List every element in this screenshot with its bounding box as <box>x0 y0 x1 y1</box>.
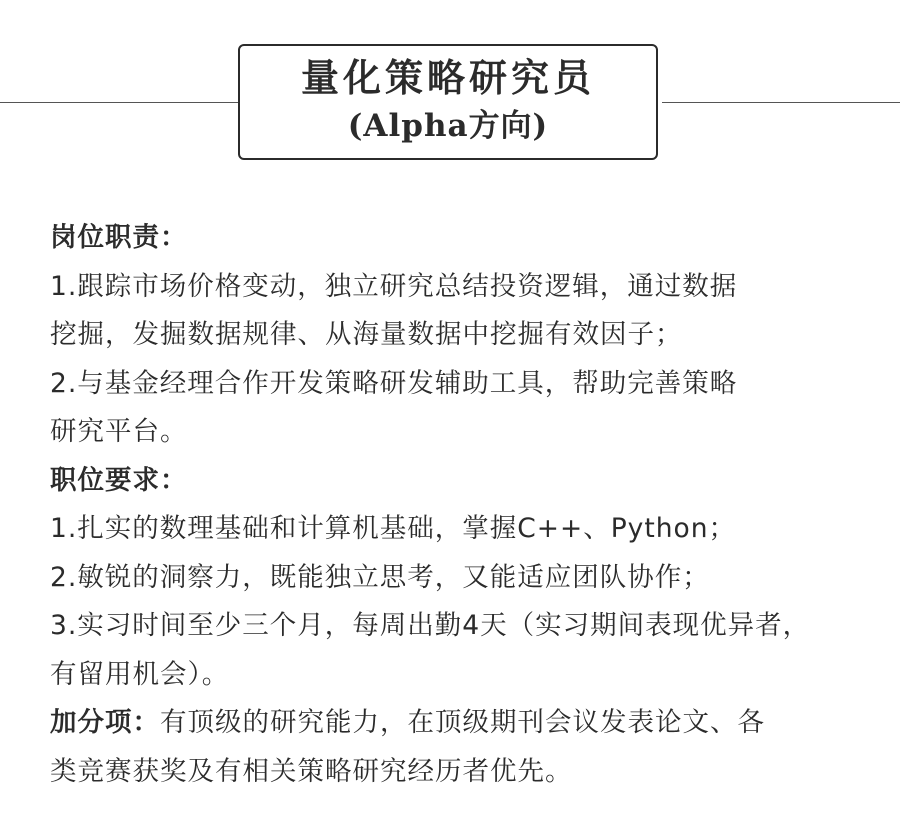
title-rule-right <box>662 102 900 103</box>
bonus-text: 有顶级的研究能力，在顶级期刊会议发表论文、各 <box>160 707 765 738</box>
job-description <box>50 214 870 796</box>
requirements-line: 2.敏锐的洞察力，既能独立思考，又能适应团队协作； <box>50 561 710 593</box>
bonus-line: 类竞赛获奖及有相关策略研究经历者优先。 <box>50 755 573 787</box>
job-subtitle: (Alpha方向) <box>347 108 549 144</box>
title-box <box>238 44 658 160</box>
duties-line: 研究平台。 <box>50 416 188 447</box>
duties-heading: 岗位职责： <box>50 222 188 253</box>
bonus-line <box>50 699 870 748</box>
requirements-heading: 职位要求： <box>50 464 188 496</box>
duties-line: 挖掘，发掘数据规律、从海量数据中挖掘有效因子； <box>50 319 683 350</box>
requirements-line: 3.实习时间至少三个月，每周出勤4天（实习期间表现优异者， <box>50 610 811 641</box>
duties-line: 1.跟踪市场价格变动，独立研究总结投资逻辑，通过数据 <box>50 270 738 302</box>
bonus-heading: 加分项： <box>50 707 160 738</box>
job-title: 量化策略研究员 <box>300 55 595 100</box>
requirements-line: 有留用机会）。 <box>50 658 230 690</box>
requirements-line: 1.扎实的数理基础和计算机基础，掌握C++、Python； <box>50 513 737 544</box>
title-rule-left <box>0 102 238 103</box>
duties-line: 2.与基金经理合作开发策略研发辅助工具，帮助完善策略 <box>50 367 738 399</box>
